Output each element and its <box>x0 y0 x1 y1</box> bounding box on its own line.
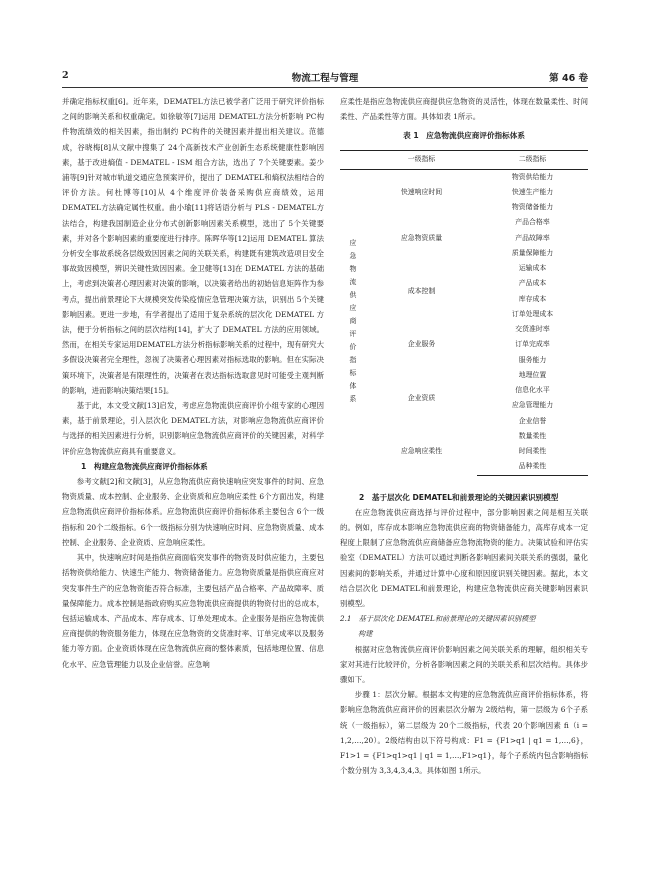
table-header-blank <box>340 150 366 169</box>
level2-indicator: 订单处理成本 <box>511 309 554 318</box>
paragraph: 在应急物流供应商选择与评价过程中，部分影响因素之间是相互关联的。例如，库存成本影响应急物流供应商的物资储备能力，高库存成本一定程度上限制了应急物流供应商储备应急物流物资的能力。决策试验和评估实验室（DEMATEL）方法可以通过判断各影响因素间关联关系的强弱，量化因素间的影响关系，并通过计算中心度和原因度识别关键因素。据此，本文结合层次化 DEMATEL和前景理论，构建应急物流供应商关键影响因素识别模型。 <box>340 507 588 609</box>
subsection-heading-line2: 构建 <box>358 629 373 639</box>
header-rule <box>62 87 588 88</box>
table-row <box>340 429 588 444</box>
level1-indicator: 成本控制 <box>407 287 436 295</box>
level2-indicator: 产品成本 <box>518 279 547 288</box>
page-number: 2 <box>62 70 69 81</box>
level2-indicator: 服务能力 <box>518 355 547 364</box>
level2-indicator: 质量保障能力 <box>511 248 554 257</box>
journal-title: 物流工程与管理 <box>291 73 359 84</box>
level2-indicator: 物资供给能力 <box>511 172 554 181</box>
level2-indicator: 地理位置 <box>518 370 547 379</box>
level2-indicator: 产品合格率 <box>515 218 550 227</box>
left-column <box>62 94 324 672</box>
paragraph: 步骤 1：层次分解。根据本文构建的应急物流供应商评价指标体系，将影响应急物流供应商评价的因素层次分解为 2级结构，第一层级为 6个子系统（一级指标），第二层级为 20个二级指标，代表 20个影响因素 fi（i = 1,2,…,20）。2级结构由以下符号构成：F1 = {F1>q1 | q1 = 1,…,6}，F1>1 = {F1>q1>q1 | q1 = 1,…,F1>q1}，每个子系统内包含影响指标个数分别为 3,3,4,3,4,3。具体如图 1所示。 <box>340 690 588 776</box>
section-heading: 2 基于层次化 DEMATEL和前景理论的关键因素识别模型 <box>358 492 559 502</box>
paragraph: 基于此，本文受文献[13]启发，考虑应急物流供应商评价小组专家的心理因素，基于前景理论，引入层次化 DEMATEL方法，对影响应急物流供应商评价与选择的相关因素进行分析，识别影响应急物流供应商评价的关键因素，对科学评价应急物流供应商具有重要意义。 <box>62 401 324 456</box>
level2-indicator: 产品故障率 <box>515 233 550 242</box>
table-row <box>340 215 588 230</box>
table-header-row <box>340 150 588 169</box>
indicator-table <box>340 150 588 476</box>
section-heading: 1 构建应急物流供应商评价指标体系 <box>80 461 208 471</box>
level2-indicator: 交货准时率 <box>515 325 550 334</box>
level2-indicator: 企业信誉 <box>518 416 547 425</box>
table-header-level2: 二级指标 <box>477 150 588 169</box>
level2-indicator: 时间柔性 <box>518 447 547 456</box>
level1-indicator: 应急物资质量 <box>400 233 443 242</box>
right-column <box>340 94 588 778</box>
level2-indicator: 订单完成率 <box>515 340 550 349</box>
paragraph: 参考文献[2]和文献[3]，从应急物流供应商快速响应突发事件的时间、应急物资质量、成本控制、企业服务、企业资质和应急响应柔性 6个方面出发，构建应急物流供应商评价指标体系。应急物流供应商评价指标体系主要包含 6个一级指标和 20个二级指标。6个一级指标分别为快速响应时间、应急物资质量、成本控制、企业服务、企业资质、应急响应柔性。 <box>62 477 324 547</box>
table-row-title <box>340 169 366 475</box>
table-header-level1: 一级指标 <box>366 150 477 169</box>
level2-indicator: 物资储备能力 <box>511 203 554 212</box>
level2-indicator: 库存成本 <box>518 294 547 303</box>
level1-indicator: 企业资质 <box>407 393 436 402</box>
level1-indicator: 快速响应时间 <box>400 187 443 196</box>
subsection-heading-line1: 2.1 基于层次化 DEMATEL和前景理论的关键因素识别模型 <box>340 614 536 624</box>
level2-indicator: 品种柔性 <box>477 459 588 475</box>
paragraph: 并确定指标权重[6]。近年来，DEMATEL方法已被学者广泛用于研究评价指标之间的影响关系和权重确定。如徐敏等[7]运用 DEMATEL方法分析影响 PC构件物流绩效的相关因素，指出制约 PC构件的关键因素并提出相关建议。范德成，谷晓梅[8]从文献中搜集了 24个高新技术产业创新生态系统健康性影响因素，基于改进熵值 - DEMATEL - ISM 组合方法，选出了 7个关键要素。姜少浦等[9]针对城市轨道交通应急预案评价，提出了 DEMATEL和熵权法相结合的评价方法。何杜博等[10]从 4个维度评价装备采购供应商绩效，运用 DEMATEL方法确定属性权重。曲小瑜[11]将话语分析与 PLS - DEMATEL方法结合，构建我国制造企业分布式创新影响因素关系模型，选出了 5个关键要素，并对各个影响因素的重要度进行排序。陈晖华等[12]运用 DEMATEL 算法分析安全事故系统各层级致因因素之间的关联关系，构建既有建筑改造项目安全事故致因模型，辨识关键性致因因素。金卫健等[13]在 DEMATEL 方法的基础上，考虑到决策者心理因素对决策的影响，以决策者给出的初始信息矩阵作为参考点，提出前景理论下大规模突发传染疫情应急管理决策方法，识别出 5个关键影响因素。更进一步地，有学者提出了适用于复杂系统的层次化 DEMATEL 方法，便于分析指标之间的层次结构[14]，扩大了 DEMATEL 方法的应用领域。然而，在相关专家运用DEMATEL方法分析指标影响关系的过程中，现有研究大多假设决策者完全理性，忽视了决策者心理因素对指标选取的影响。但在实际决策环境下，决策者是有限理性的，决策者在表达指标选取意见时可能受主观判断的影响，进而影响决策结果[15]。 <box>62 97 324 395</box>
table-caption: 表 1 应急物流供应商评价指标体系 <box>403 131 525 141</box>
table-row <box>340 368 588 383</box>
subsection-heading <box>340 611 588 641</box>
volume-label: 第 46 卷 <box>549 73 588 84</box>
level2-indicator: 数量柔性 <box>518 431 547 440</box>
level1-indicator: 应急响应柔性 <box>400 447 443 456</box>
level2-indicator: 应急管理能力 <box>511 401 554 410</box>
level2-indicator: 运输成本 <box>518 264 547 273</box>
table-row <box>340 261 588 276</box>
level1-indicator: 企业服务 <box>407 340 436 349</box>
page-header <box>62 70 588 86</box>
paragraph: 应柔性是指应急物流供应商提供应急物资的灵活性，体现在数量柔性、时间柔性、产品柔性等方面。具体如表 1所示。 <box>340 97 588 122</box>
level2-indicator: 快速生产能力 <box>511 187 554 196</box>
table-row <box>340 322 588 337</box>
paragraph: 根据对应急物流供应商评价影响因素之间关联关系的理解，组织相关专家对其进行比较评价，分析各影响因素之间的关联关系和层次结构。具体步骤如下。 <box>340 644 588 685</box>
level2-indicator: 信息化水平 <box>515 386 550 395</box>
paragraph: 其中，快速响应时间是指供应商面临突发事件的物资及时供应能力，主要包括物资供给能力、快速生产能力、物资储备能力。应急物资质量是指供应商应对突发事件生产的应急物资能否符合标准，主要包括产品合格率、产品故障率、质量保障能力。成本控制是指政府购买应急物流供应商提供的物资付出的总成本，包括运输成本、产品成本、库存成本、订单处理成本。企业服务是指应急物流供应商提供的物资服务能力，体现在应急物资的交货准时率、订单完成率以及服务能力等方面。企业资质体现在应急物流供应商的整体素质，包括地理位置、信息化水平、应急管理能力以及企业信誉。应急响 <box>62 553 324 669</box>
table-row <box>340 169 588 185</box>
table-row-title-text: 应急物流供应商评价指标体系 <box>349 239 357 404</box>
